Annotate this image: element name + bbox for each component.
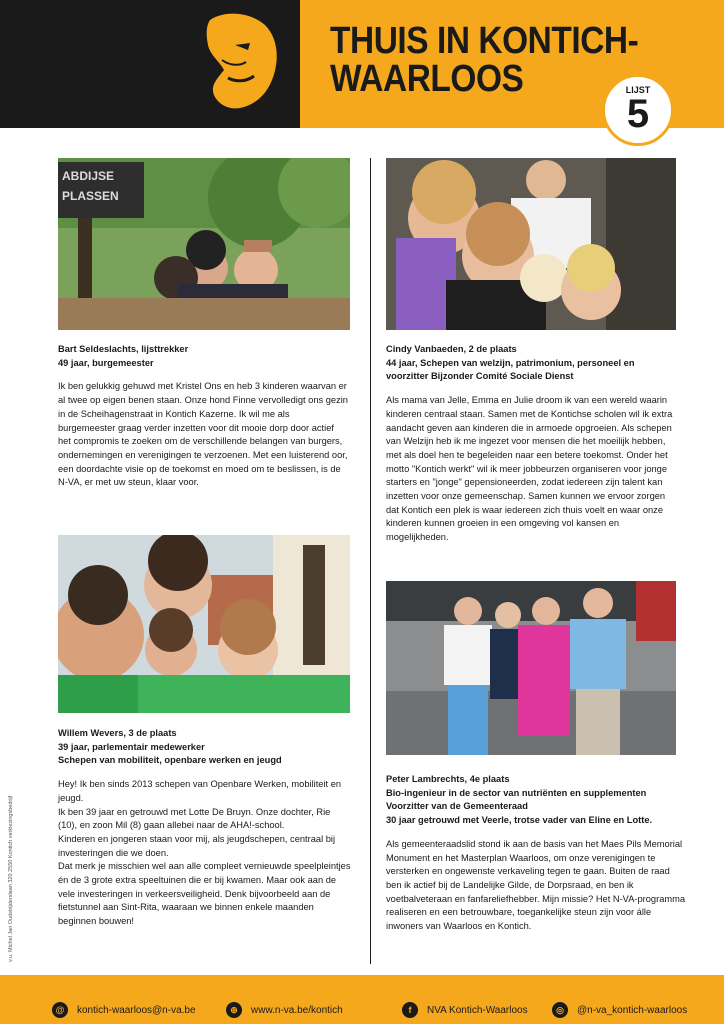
candidate-bio (386, 394, 678, 545)
candidate-bio (58, 778, 352, 929)
footer-website-text[interactable]: www.n-va.be/kontich (251, 1004, 343, 1016)
candidate-role: Bio-ingenieur in de sector van nutriënten en supplementen (386, 787, 647, 798)
candidate-role: 49 jaar, burgemeester (58, 357, 154, 368)
footer-instagram-text[interactable]: @n-va_kontich-waarloos (577, 1004, 688, 1016)
instagram-icon: ◎ (552, 1002, 568, 1018)
page-title (330, 22, 638, 98)
photo-peter (386, 581, 676, 755)
footer-email-text[interactable]: kontich-waarloos@n-va.be (77, 1004, 196, 1016)
bio-paragraph: Ik ben 39 jaar en getrouwd met Lotte De Bruyn. Onze dochter, Rie (10), en zoon Mil (8) gaan allebei naar de AHA!-school. (58, 806, 331, 831)
footer-facebook[interactable] (402, 1000, 528, 1020)
lion-icon (180, 0, 300, 128)
candidate-role: Voorzitter van de Gemeenteraad (386, 801, 528, 812)
candidate-name: Bart Seldeslachts, lijsttrekker (58, 344, 189, 354)
bio-paragraph: Dat merk je misschien wel aan alle compleet vernieuwde speelpleintjes én de 3 grote extra speeltuinen die er bij kwamen. Maar ook aan de vele investeringen in verkeersveiligheid. Denk bijvoorbeeld aan de fietstunnel aan Sint-Rita, waaraan we binnen enkele maanden beginnen bouwen! (58, 861, 351, 927)
candidate-name: Cindy Vanbaeden, 2 de plaats (386, 344, 517, 354)
candidate-role: 39 jaar, parlementair medewerker (58, 741, 205, 752)
bio-paragraph: Als gemeenteraadslid stond ik aan de basis van het Maes Pils Memorial Monument en het Masterplan Waarloos, om onze verenigingen te versterken en ongewenste verkaveling tegen te gaan. Buiten de raad ben ik actief bij de Landelijke Gilde, de Dorpsraad, en ben ik voetbalveteraan en fanfareliefhebber. Mijn missie? Het N-VA-programma realiseren en een betrouwbare, toegankelijke steun zijn voor álle inwoners van Waarloos en Kontich. (386, 838, 686, 932)
sign-text-2: PLASSEN (62, 189, 119, 203)
title-line-2: WAARLOOS (330, 58, 524, 100)
candidate-role: Schepen van mobiliteit, openbare werken en jeugd (58, 755, 282, 766)
title-line-1: THUIS IN KONTICH- (330, 20, 639, 62)
photo-bart (58, 158, 350, 330)
email-icon: @ (52, 1002, 68, 1018)
list-label: LIJST (625, 85, 651, 95)
facebook-icon: f (402, 1002, 418, 1018)
candidate-bart (58, 343, 348, 490)
bio-paragraph: Als mama van Jelle, Emma en Julie droom ik van een wereld waarin kinderen centraal staan. Samen met de Kontichse scholen wil ik extra aandacht geven aan kinderen die in armoede opgroeien. Als schepen van Welzijn heb ik me ingezet voor mensen die het moeilijk hebben, met als doel hen te begeleiden naar een betere toekomst. Onder het motto "Kontich werkt" wil ik meer jobbeurzen organiseren voor jonge starters en "jonge" gepensioneerden, zodat iedereen zijn talent kan inzetten voor onze gemeenschap. Samen kunnen we ervoor zorgen dat Kontich een plek is waar iedereen zich thuis voelt en waar onze kinderen kunnen groeien in een omgeving vol kansen en mogelijkheden. (386, 395, 673, 543)
column-divider (370, 158, 371, 964)
bio-paragraph: Ik ben gelukkig gehuwd met Kristel Ons en heb 3 kinderen waarvan er al twee op eigen benen staan. Onze hond Finne vervolledigt ons gezin in de Scheihagenstraat in Kontich Kazerne. Ik wil me als burgemeester graag verder inzetten voor dit mooie dorp door actief het compromis te zoeken om de verschillende belangen van burgers, ondernemingen en verenigingen te verzoenen. Met een luisterend oor, een doordachte visie op de toekomst en moed om te beslissen, is de N-VA, er met uw steun, klaar voor. (58, 381, 348, 488)
candidate-cindy (386, 343, 678, 545)
list-badge (602, 74, 674, 146)
photo-willem (58, 535, 350, 713)
candidate-name: Willem Wevers, 3 de plaats (58, 728, 177, 738)
candidate-bio (386, 838, 686, 934)
candidate-willem (58, 727, 352, 929)
footer-website[interactable] (226, 1000, 343, 1020)
candidate-peter (386, 773, 686, 934)
footer-facebook-text[interactable]: NVA Kontich-Waarloos (427, 1004, 528, 1016)
list-number: 5 (626, 92, 650, 136)
bio-paragraph: Kinderen en jongeren staan voor mij, als jeugdschepen, centraal bij investeringen die we doen. (58, 833, 336, 858)
footer-email[interactable] (52, 1000, 196, 1020)
photo-cindy (386, 158, 676, 330)
candidate-role: 44 jaar, Schepen van welzijn, patrimonium, personeel en voorzitter Bijzonder Comité Sociale Dienst (386, 357, 635, 382)
candidate-bio (58, 380, 348, 490)
candidate-name: Peter Lambrechts, 4e plaats (386, 774, 510, 784)
candidate-role: 30 jaar getrouwd met Veerle, trotse vader van Eline en Lotte. (386, 815, 653, 826)
sign-text-1: ABDIJSE (62, 169, 115, 183)
globe-icon: ⊕ (226, 1002, 242, 1018)
publisher-credit: v.u. Michel Jan Oudstrijderslaan 320 2550 Kontich verkiezingsbedrijf (8, 795, 14, 962)
footer-instagram[interactable] (552, 1000, 687, 1020)
bio-paragraph: Hey! Ik ben sinds 2013 schepen van Openbare Werken, mobiliteit en jeugd. (58, 779, 342, 803)
